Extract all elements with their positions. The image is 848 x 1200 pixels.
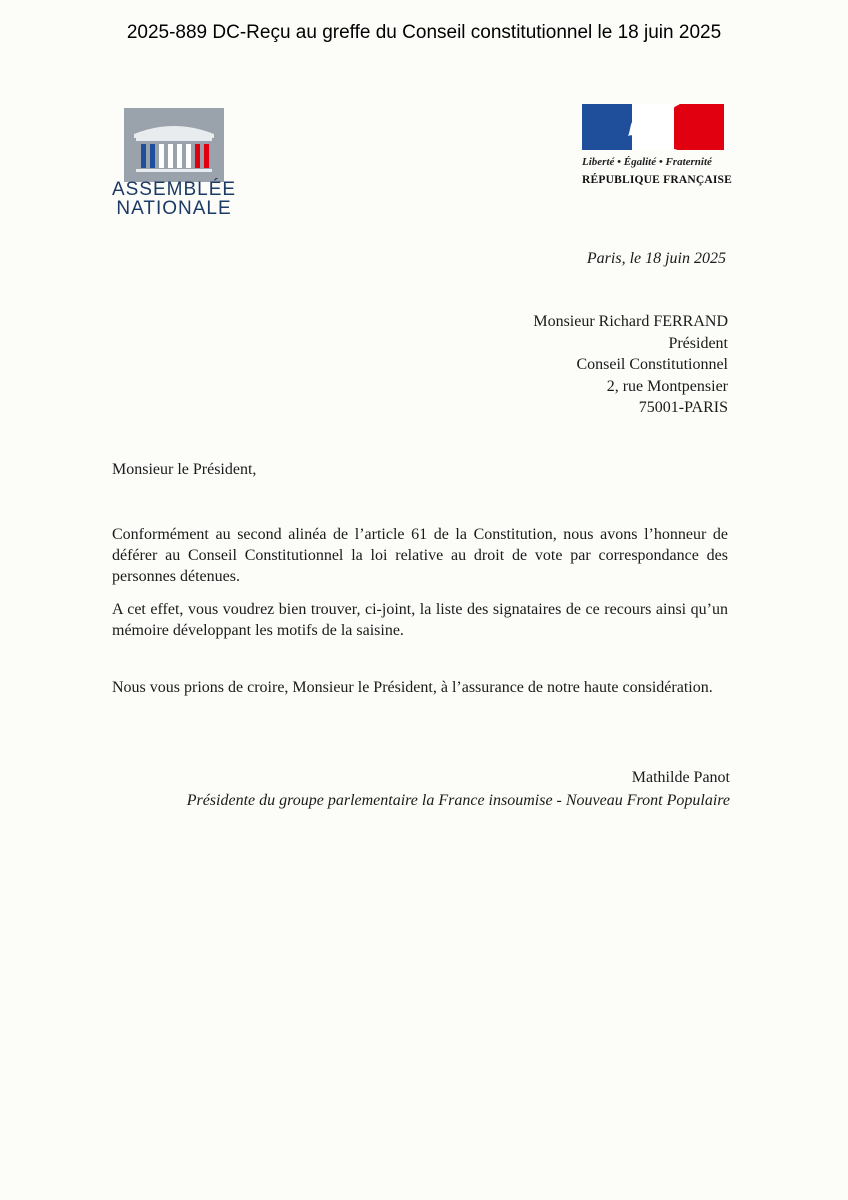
assemblee-nationale-wordmark: ASSEMBLÉE NATIONALE bbox=[111, 179, 237, 219]
body-paragraph: A cet effet, vous voudrez bien trouver, ci-joint, la liste des signataires de ce recours ainsi qu’un mémoire développant les motifs de la saisine. bbox=[112, 601, 728, 639]
recipient-title: Président bbox=[668, 334, 728, 352]
closing-paragraph: Nous vous prions de croire, Monsieur le Président, à l’assurance de notre haute considération. bbox=[112, 679, 713, 696]
signer-name: Mathilde Panot bbox=[631, 769, 730, 786]
registry-stamp: 2025-889 DC-Reçu au greffe du Conseil constitutionnel le 18 juin 2025 bbox=[126, 22, 722, 43]
salutation: Monsieur le Président, bbox=[112, 461, 257, 478]
hemicycle-icon bbox=[124, 108, 224, 182]
signer-title: Présidente du groupe parlementaire la France insoumise - Nouveau Front Populaire bbox=[186, 792, 730, 809]
recipient-institution: Conseil Constitutionnel bbox=[576, 356, 728, 373]
marianne-flag-icon bbox=[582, 104, 724, 150]
body-paragraph: Conformément au second alinéa de l’article 61 de la Constitution, nous avons l’honneur de déférer au Conseil Constitutionnel la loi relative au droit de vote par correspondance des personnes détenues. bbox=[112, 526, 728, 585]
letter-date: Paris, le 18 juin 2025 bbox=[586, 250, 726, 267]
republic-name: RÉPUBLIQUE FRANÇAISE bbox=[582, 174, 733, 186]
republic-motto: Liberté • Égalité • Fraternité bbox=[582, 156, 712, 168]
recipient-street: 2, rue Montpensier bbox=[606, 377, 728, 395]
recipient-name: Monsieur Richard FERRAND bbox=[533, 313, 728, 330]
recipient-address bbox=[533, 311, 728, 419]
recipient-city: 75001-PARIS bbox=[638, 399, 728, 416]
